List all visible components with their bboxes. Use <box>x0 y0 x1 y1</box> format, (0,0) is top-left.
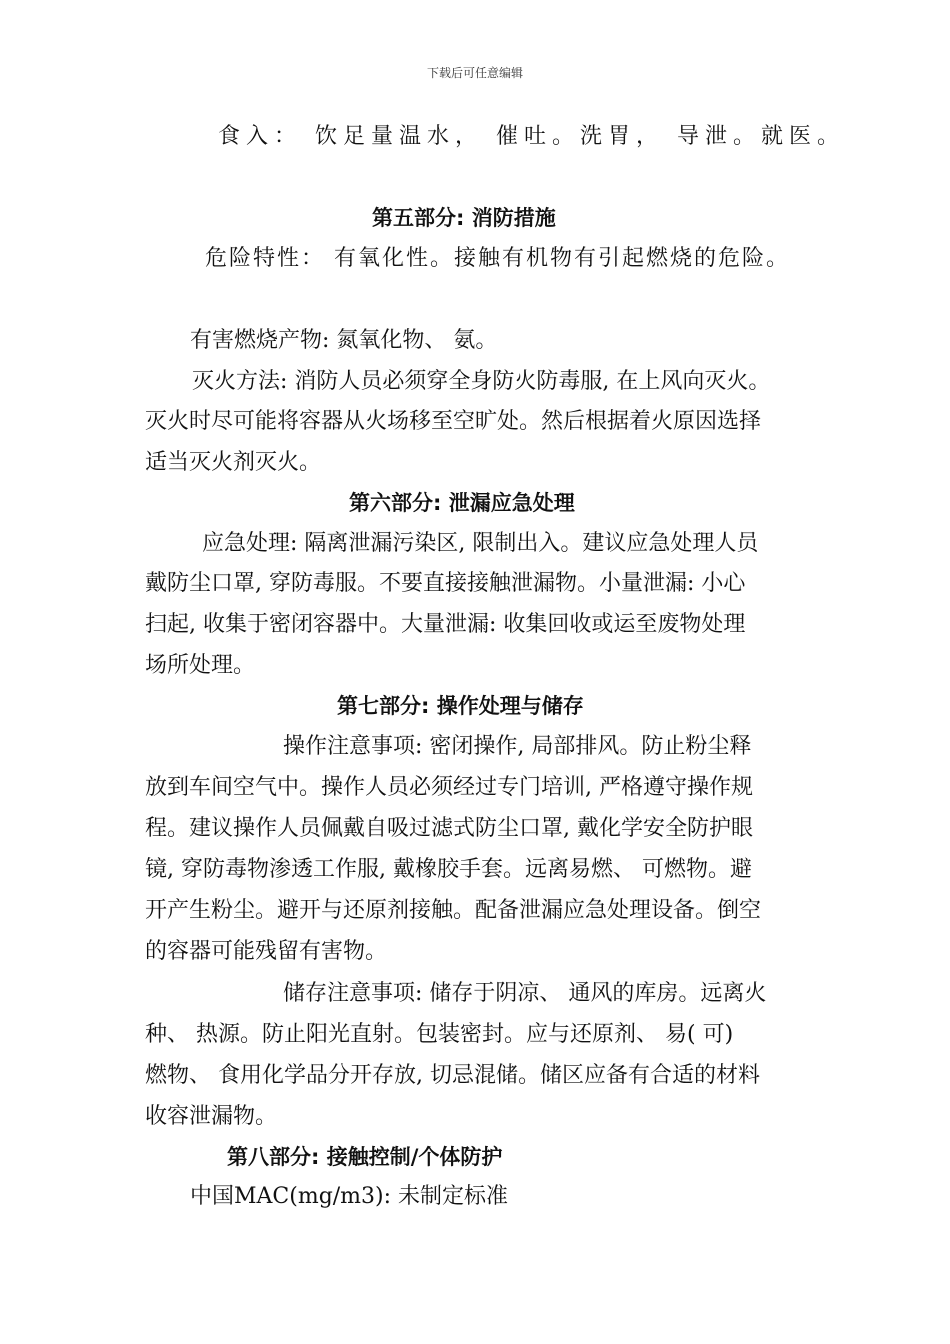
section-heading: 第七部分: 操作处理与储存 <box>337 694 584 718</box>
paragraph-line: 食入： 饮足量温水， 催吐。洗胃， 导泄。就医。 <box>218 124 845 149</box>
paragraph-line: 适当灭火剂灭火。 <box>145 450 322 475</box>
paragraph-line: 放到车间空气中。操作人员必须经过专门培训, 严格遵守操作规 <box>145 775 753 800</box>
paragraph-line: 收容泄漏物。 <box>145 1104 278 1129</box>
paragraph-line: 中国MAC(mg/m3): 未制定标准 <box>190 1184 509 1209</box>
paragraph-line: 有害燃烧产物: 氮氧化物、 氨。 <box>190 328 498 353</box>
paragraph-line: 镜, 穿防毒物渗透工作服, 戴橡胶手套。远离易燃、 可燃物。避 <box>145 857 752 882</box>
paragraph-line: 灭火时尽可能将容器从火场移至空旷处。然后根据着火原因选择 <box>145 409 762 434</box>
paragraph-line: 应急处理: 隔离泄漏污染区, 限制出入。建议应急处理人员 <box>202 531 759 556</box>
paragraph-line: 燃物、 食用化学品分开存放, 切忌混储。储区应备有合适的材料 <box>145 1063 760 1088</box>
paragraph-line: 程。建议操作人员佩戴自吸过滤式防尘口罩, 戴化学安全防护眼 <box>145 816 753 841</box>
paragraph-line: 危险特性： 有氧化性。接触有机物有引起燃烧的危险。 <box>205 246 790 271</box>
paragraph-line: 的容器可能残留有害物。 <box>145 939 388 964</box>
paragraph-line: 储存注意事项: 储存于阴凉、 通风的库房。远离火 <box>283 981 767 1006</box>
paragraph-line: 戴防尘口罩, 穿防毒服。不要直接接触泄漏物。小量泄漏: 小心 <box>145 571 746 596</box>
paragraph-line: 灭火方法: 消防人员必须穿全身防火防毒服, 在上风向灭火。 <box>192 369 771 394</box>
paragraph-line: 扫起, 收集于密闭容器中。大量泄漏: 收集回收或运至废物处理 <box>145 612 746 637</box>
paragraph-line: 操作注意事项: 密闭操作, 局部排风。防止粉尘释 <box>283 734 752 759</box>
page-header: 下载后可任意编辑 <box>426 66 523 80</box>
paragraph-line: 开产生粉尘。避开与还原剂接触。配备泄漏应急处理设备。倒空 <box>145 898 762 923</box>
section-heading: 第八部分: 接触控制/个体防护 <box>227 1145 503 1169</box>
section-heading: 第六部分: 泄漏应急处理 <box>349 491 575 515</box>
section-heading: 第五部分: 消防措施 <box>372 206 556 230</box>
paragraph-line: 种、 热源。防止阳光直射。包装密封。应与还原剂、 易( 可) <box>145 1022 734 1047</box>
paragraph-line: 场所处理。 <box>145 653 256 678</box>
